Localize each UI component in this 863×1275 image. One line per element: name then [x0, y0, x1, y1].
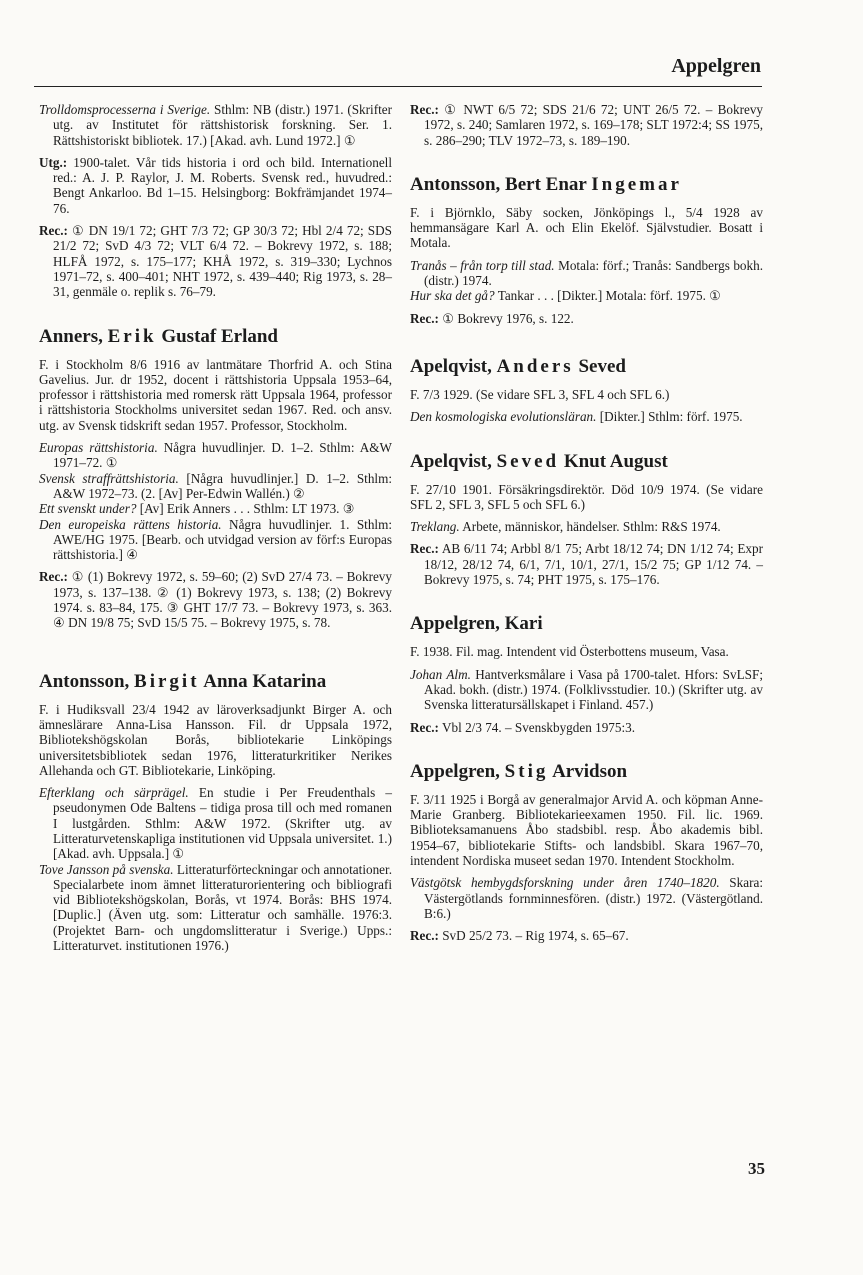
work-item [410, 288, 763, 303]
left-column [39, 102, 392, 953]
author-bio: F. i Hudiksvall 23/4 1942 av läroverksadjunkt Birger A. och ämneslärare Anna-Lisa Hansson. Fil. dr Uppsala 1972, Bibliotekshögskolan Borås, bibliotekarie Linköpings universitetsbibliotek sedan 1976, litteraturkritiker Nerikes Allehanda och GT. Bibliotekarie, Linköping. [39, 701, 392, 778]
surname: Antonsson, Bert Enar [410, 173, 587, 195]
work-title: Ett svenskt under? [39, 501, 137, 517]
header-rule [34, 86, 762, 87]
work-title: Svensk straffrättshistoria. [39, 470, 179, 486]
work-title: Trolldomsprocesserna i Sverige. [39, 102, 211, 117]
rec-label: Rec.: [410, 541, 439, 557]
work-details: Några huvudlinjer. D. 1–2. Sthlm: A&W 1971–72. ① [53, 440, 392, 471]
entry-reviews [410, 720, 763, 735]
work-details: Några huvudlinjer. 1. Sthlm: AWE/HG 1975. [Bearb. och utvidgad version av förf:s Europas rättshistoria.] ④ [53, 516, 392, 563]
other-names: Seved [578, 355, 626, 377]
work-details: En studie i Per Freudenthals – pseudonymen Ode Baltens – tidiga prosa till och med romanen I lustgården. Sthlm: A&W 1972. (Skrifter utg. av Litteraturvetenskapliga institutionen vid Uppsala universitet. 1.) [Akad. avh. Uppsala.] ① [53, 785, 393, 862]
work-title: Den europeiska rättens historia. [39, 516, 222, 532]
rec-label: Rec.: [39, 223, 68, 239]
work-item [410, 258, 763, 289]
author-heading-anners [39, 326, 392, 348]
rec-text: ① (1) Bokrevy 1972, s. 59–60; (2) SvD 27/4 73. – Bokrevy 1973, s. 137–138. ② (1) Bokrevy 1973, s. 138; (2) Bokrevy 1974. s. 83–84, 175. ③ GHT 17/7 73. – Bokrevy 1973, s. 363. ④ DN 19/8 75; SvD 15/5 75. – Bokrevy 1975, s. 78. [53, 569, 392, 631]
utg-label: Utg.: [39, 154, 68, 170]
work-title: Tranås – från torp till stad. [410, 257, 555, 273]
work-details: [Av] Erik Anners . . . Sthlm: LT 1973. ③ [139, 501, 355, 517]
work-details: [Några huvudlinjer.] D. 1–2. Sthlm: A&W 1972–73. (2. [Av] Per-Edwin Wallén.) ② [53, 470, 393, 501]
author-heading-appelgren-stig [410, 761, 763, 783]
work-details: Hantverksmålare i Vasa på 1700-talet. Hfors: SvLSF; Akad. bokh. (distr.) 1974. (Folklivsstudier. 10.) (Skrifter utg. av Svenska litteratursällskapet i Finland. 457.) [424, 666, 763, 713]
entry-reviews [410, 311, 763, 326]
surname: Appelgren, [410, 760, 500, 782]
given-name: Anders [496, 355, 574, 377]
running-head: Appelgren [671, 55, 761, 77]
work-item [39, 517, 392, 563]
surname: Apelqvist, [410, 450, 492, 472]
author-heading-antonsson-bert [410, 174, 763, 196]
work-details: Sthlm: NB (distr.) 1971. (Skrifter utg. av Institutet för rättshistorisk forskning. Ser. 1. Rättshistoriskt bibliotek. 17.) [Akad. avh. Lund 1972.] ① [53, 102, 392, 148]
other-names: Anna Katarina [203, 670, 327, 692]
page-number: 35 [748, 1159, 765, 1178]
rec-text: SvD 25/2 73. – Rig 1974, s. 65–67. [442, 928, 629, 944]
author-bio: F. 1938. Fil. mag. Intendent vid Österbottens museum, Vasa. [410, 644, 729, 660]
author-bio: F. i Stockholm 8/6 1916 av lantmätare Thorfrid A. och Stina Gavelius. Jur. dr 1952, docent i rättshistoria Uppsala 1953–64, professor i rättshistoria med romersk rätt Uppsala 1964, professor i rättshistoria Stockholms universitet sedan 1967. Red. och ansv. utg. av Svensk tidskrift sedan 1957. Professor, Stockholm. [39, 356, 392, 433]
other-names: Knut August [563, 450, 668, 472]
rec-text: AB 6/11 74; Arbbl 8/1 75; Arbt 18/12 74; DN 1/12 74; Expr 18/12, 28/12 74, 6/1, 7/1, 10/1, 27/1, 15/2 75; GP 1/12 74. – Bokrevy 1975, s. 74; PHT 1975, s. 175–176. [424, 541, 763, 588]
entry-reviews [39, 569, 392, 630]
rec-text: Vbl 2/3 74. – Svenskbygden 1975:3. [441, 719, 636, 735]
work-item [39, 501, 392, 516]
given-name: Seved [496, 450, 560, 472]
entry-reviews [410, 928, 763, 943]
rec-label: Rec.: [410, 928, 439, 944]
given-name: Ingemar [591, 173, 682, 195]
work-title: Johan Alm. [410, 666, 471, 682]
work-item [39, 471, 392, 502]
other-names: Arvidson [552, 760, 628, 782]
rec-text: ① NWT 6/5 72; SDS 21/6 72; UNT 26/5 72. – Bokrevy 1972, s. 240; Samlaren 1972, s. 169–178; SLT 1972:4; SS 1975, s. 286–290; TLV 1972–73, s. 189–190. [424, 102, 764, 148]
work-details: Skara: Västergötlands fornminnesfören. (distr.) 1972. (Västergötland. B:6.) [424, 875, 763, 921]
work-details: [Dikter.] Sthlm: förf. 1975. [599, 409, 743, 425]
entry-reviews [410, 541, 763, 587]
work-details: Motala: förf.; Tranås: Sandbergs bokh. (distr.) 1974. [424, 257, 764, 289]
right-column [410, 102, 763, 951]
rec-text: ① DN 19/1 72; GHT 7/3 72; GP 30/3 72; Hbl 2/4 72; SDS 21/2 72; SvD 4/3 72; VLT 6/4 72. – Bokrevy 1972, s. 188; HLFÅ 1972, s. 175–177; KHÅ 1972, s. 319–330; Lychnos 1971–72, s. 400–401; NHT 1972, s. 439–440; Rig 1973, s. 28–31, genmäle o. replik s. 76–79. [53, 223, 393, 300]
rec-text: ① Bokrevy 1976, s. 122. [442, 310, 574, 326]
work-item [410, 519, 763, 534]
entry-utg [39, 155, 392, 216]
surname: Antonsson, [39, 670, 130, 692]
rec-label: Rec.: [410, 310, 439, 326]
work-item [410, 875, 763, 921]
given-name: Stig [504, 760, 549, 782]
surname: Apelqvist, [410, 355, 492, 377]
entry-reviews [39, 223, 392, 299]
work-title: Hur ska det gå? [410, 288, 495, 304]
author-heading-antonsson-birgit [39, 671, 392, 693]
author-bio: F. 27/10 1901. Försäkringsdirektör. Död 10/9 1974. (Se vidare SFL 2, SFL 3, SFL 5 och SFL 6.) [410, 481, 763, 512]
other-names: Gustaf Erland [161, 325, 278, 347]
rec-label: Rec.: [410, 719, 439, 735]
work-title: Den kosmologiska evolutionsläran. [410, 409, 597, 425]
entry-reviews [410, 102, 763, 148]
surname: Anners, [39, 325, 103, 347]
work-item [39, 440, 392, 471]
rec-label: Rec.: [39, 569, 68, 585]
author-name: Appelgren, Kari [410, 613, 543, 635]
work-item [39, 785, 392, 861]
work-title: Västgötsk hembygdsforskning under åren 1740–1820. [410, 875, 720, 891]
author-bio: F. 3/11 1925 i Borgå av generalmajor Arvid A. och köpman Anne-Marie Granberg. Bibliotekarieexamen 1950. Fil. lic. 1969. Biblioteksamanuens Åbo stadsbibl. resp. Åbo akademis bibl. 1954–67, bibliotekarie Stifts- och landsbibl. Skara 1967–70, intendent Nordiska museet sedan 1970. Intendent Stockholm. [410, 791, 763, 869]
given-name: Erik [107, 325, 157, 347]
work-details: Arbete, människor, händelser. Sthlm: R&S 1974. [462, 519, 721, 535]
author-heading-apelqvist-seved [410, 451, 763, 473]
work-title: Europas rättshistoria. [39, 440, 158, 456]
work-title: Tove Jansson på svenska. [39, 861, 174, 877]
author-heading-appelgren-kari [410, 613, 763, 635]
work-details: Litteraturförteckningar och annotationer. Specialarbete inom ämnet litteraturorientering och bibliografi vid Bibliotekshögskolan, Borås, vt 1974. Borås: BHS 1974. [Duplic.] (Även utg. som: Litteratur och samhälle. 1976:3. (Projektet Barn- och ungdomslitteratur i Sverige.) Upps.: Litteraturvet. institutionen 1976.) [53, 861, 392, 954]
work-item [39, 862, 392, 954]
rec-label: Rec.: [410, 102, 439, 117]
work-title: Efterklang och särprägel. [39, 785, 189, 801]
author-bio: F. 7/3 1929. (Se vidare SFL 3, SFL 4 och SFL 6.) [410, 386, 670, 402]
author-bio: F. i Björnklo, Säby socken, Jönköpings l., 5/4 1928 av hemmansägare Karl A. och Elin Ekelöf. Självstudier. Bosatt i Motala. [410, 204, 763, 251]
given-name: Birgit [134, 670, 200, 692]
work-title: Treklang. [410, 519, 460, 535]
work-item [410, 409, 763, 424]
work-item [410, 667, 763, 713]
work-details: Tankar . . . [Dikter.] Motala: förf. 1975. ① [497, 288, 721, 304]
entry-work [39, 102, 392, 148]
utg-text: 1900-talet. Vår tids historia i ord och bild. Internationell red.: A. J. P. Raylor, J. M. Roberts. Svensk red., huvudred.: Bengt Ankarloo. Bd 1–15. Helsingborg: Bokfrämjandet 1974–76. [53, 154, 392, 216]
author-heading-apelqvist-anders [410, 356, 763, 378]
